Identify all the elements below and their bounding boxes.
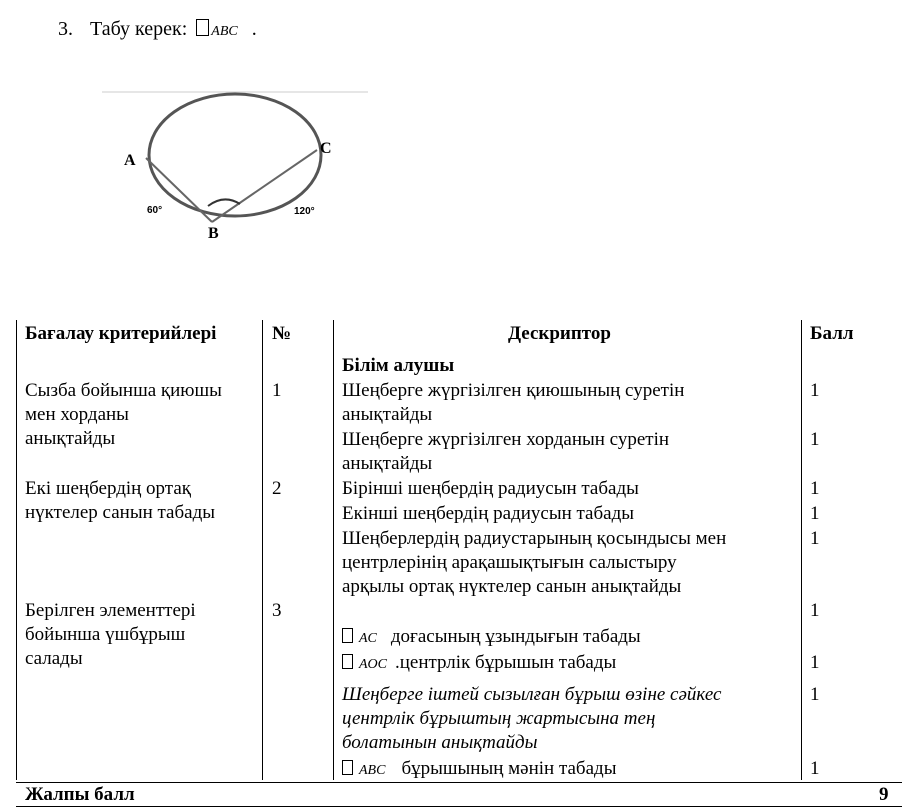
descriptor-symbol: AOC [359,657,387,672]
descriptor-line: арқылы ортақ нүктелер санын анықтайды [342,576,682,597]
header-score: Балл [810,323,854,344]
header-descriptor: Дескриптор [508,323,611,344]
label-arc-left: 60° [147,205,163,216]
score: 1 [810,758,820,779]
descriptor-line: анықтайды [342,404,433,425]
criteria-line: мен хорданы [25,404,129,425]
criteria-line: Екі шеңбердің ортақ [25,478,192,499]
descriptor-line: Шеңберлердің радиустарының қосындысы мен [342,528,727,549]
total-value: 9 [879,784,889,805]
label-arc-right: 120° [294,206,315,217]
criteria-number-1: 1 [272,380,282,401]
grid-line [333,320,334,780]
total-label: Жалпы балл [25,784,135,805]
descriptor: Бірінші шеңбердің радиусын табады [342,478,639,499]
descriptor-text: .центрлік бұрышын табады [395,652,617,673]
descriptor [342,379,684,427]
task-end: . [251,18,257,40]
grid-line [16,806,902,807]
score: 1 [810,380,820,401]
descriptor-text: бұрышының мәнін табады [401,758,617,779]
grid-line [262,320,263,780]
descriptor-text: доғасының ұзындығын табады [390,626,641,647]
learner-label: Білім алушы [342,355,455,376]
score: 1 [810,600,820,621]
criteria-line: бойынша үшбұрыш [25,624,186,645]
score: 1 [810,429,820,450]
descriptor-symbol: AC [359,631,377,646]
descriptor-line: Шеңберге жүргізілген хорданын суретін [342,429,670,450]
grid-line [16,320,17,780]
task-text: Табу керек: [90,18,188,40]
descriptor [342,625,641,651]
descriptor [342,428,669,476]
criteria-3 [25,599,196,671]
descriptor-line: Шеңберге іштей сызылған бұрыш өзіне сәйкес [342,684,722,705]
criteria-line: Берілген элементтері [25,600,196,621]
descriptor [342,683,721,755]
descriptor-line: анықтайды [342,453,433,474]
score: 1 [810,503,820,524]
score: 1 [810,684,820,705]
criteria-number-3: 3 [272,600,282,621]
grid-line [801,320,802,780]
arc-symbol-icon [342,628,353,643]
descriptor-line: центрлік бұрыштың жартысына тең [342,708,656,729]
task-symbol: ABC [211,24,238,39]
descriptor [342,527,726,599]
criteria-line: нүктелер санын табады [25,502,215,523]
angle-symbol-icon [342,760,353,775]
task-number: 3. [58,18,73,40]
descriptor [342,757,616,783]
descriptor-symbol: ABC [359,763,386,778]
criteria-line: Сызба бойынша қиюшы [25,380,222,401]
descriptor-line: центрлерінің арақашықтығын салыстыру [342,552,677,573]
angle-symbol-icon [342,654,353,669]
descriptor [342,651,616,677]
criteria-number-2: 2 [272,478,282,499]
criteria-line: салады [25,648,83,669]
header-number: № [272,323,292,344]
descriptor-line: Шеңберге жүргізілген қиюшының суретін [342,380,685,401]
label-a: A [124,152,136,169]
criteria-2 [25,477,215,525]
descriptor: Екінші шеңбердің радиусын табады [342,503,635,524]
score: 1 [810,478,820,499]
criteria-line: анықтайды [25,428,116,449]
criteria-1 [25,379,222,451]
score: 1 [810,528,820,549]
descriptor-line: болатынын анықтайды [342,732,538,753]
header-criteria: Бағалау критерийлері [25,323,217,344]
score: 1 [810,652,820,673]
label-c: C [320,140,332,157]
label-b: B [208,225,219,242]
